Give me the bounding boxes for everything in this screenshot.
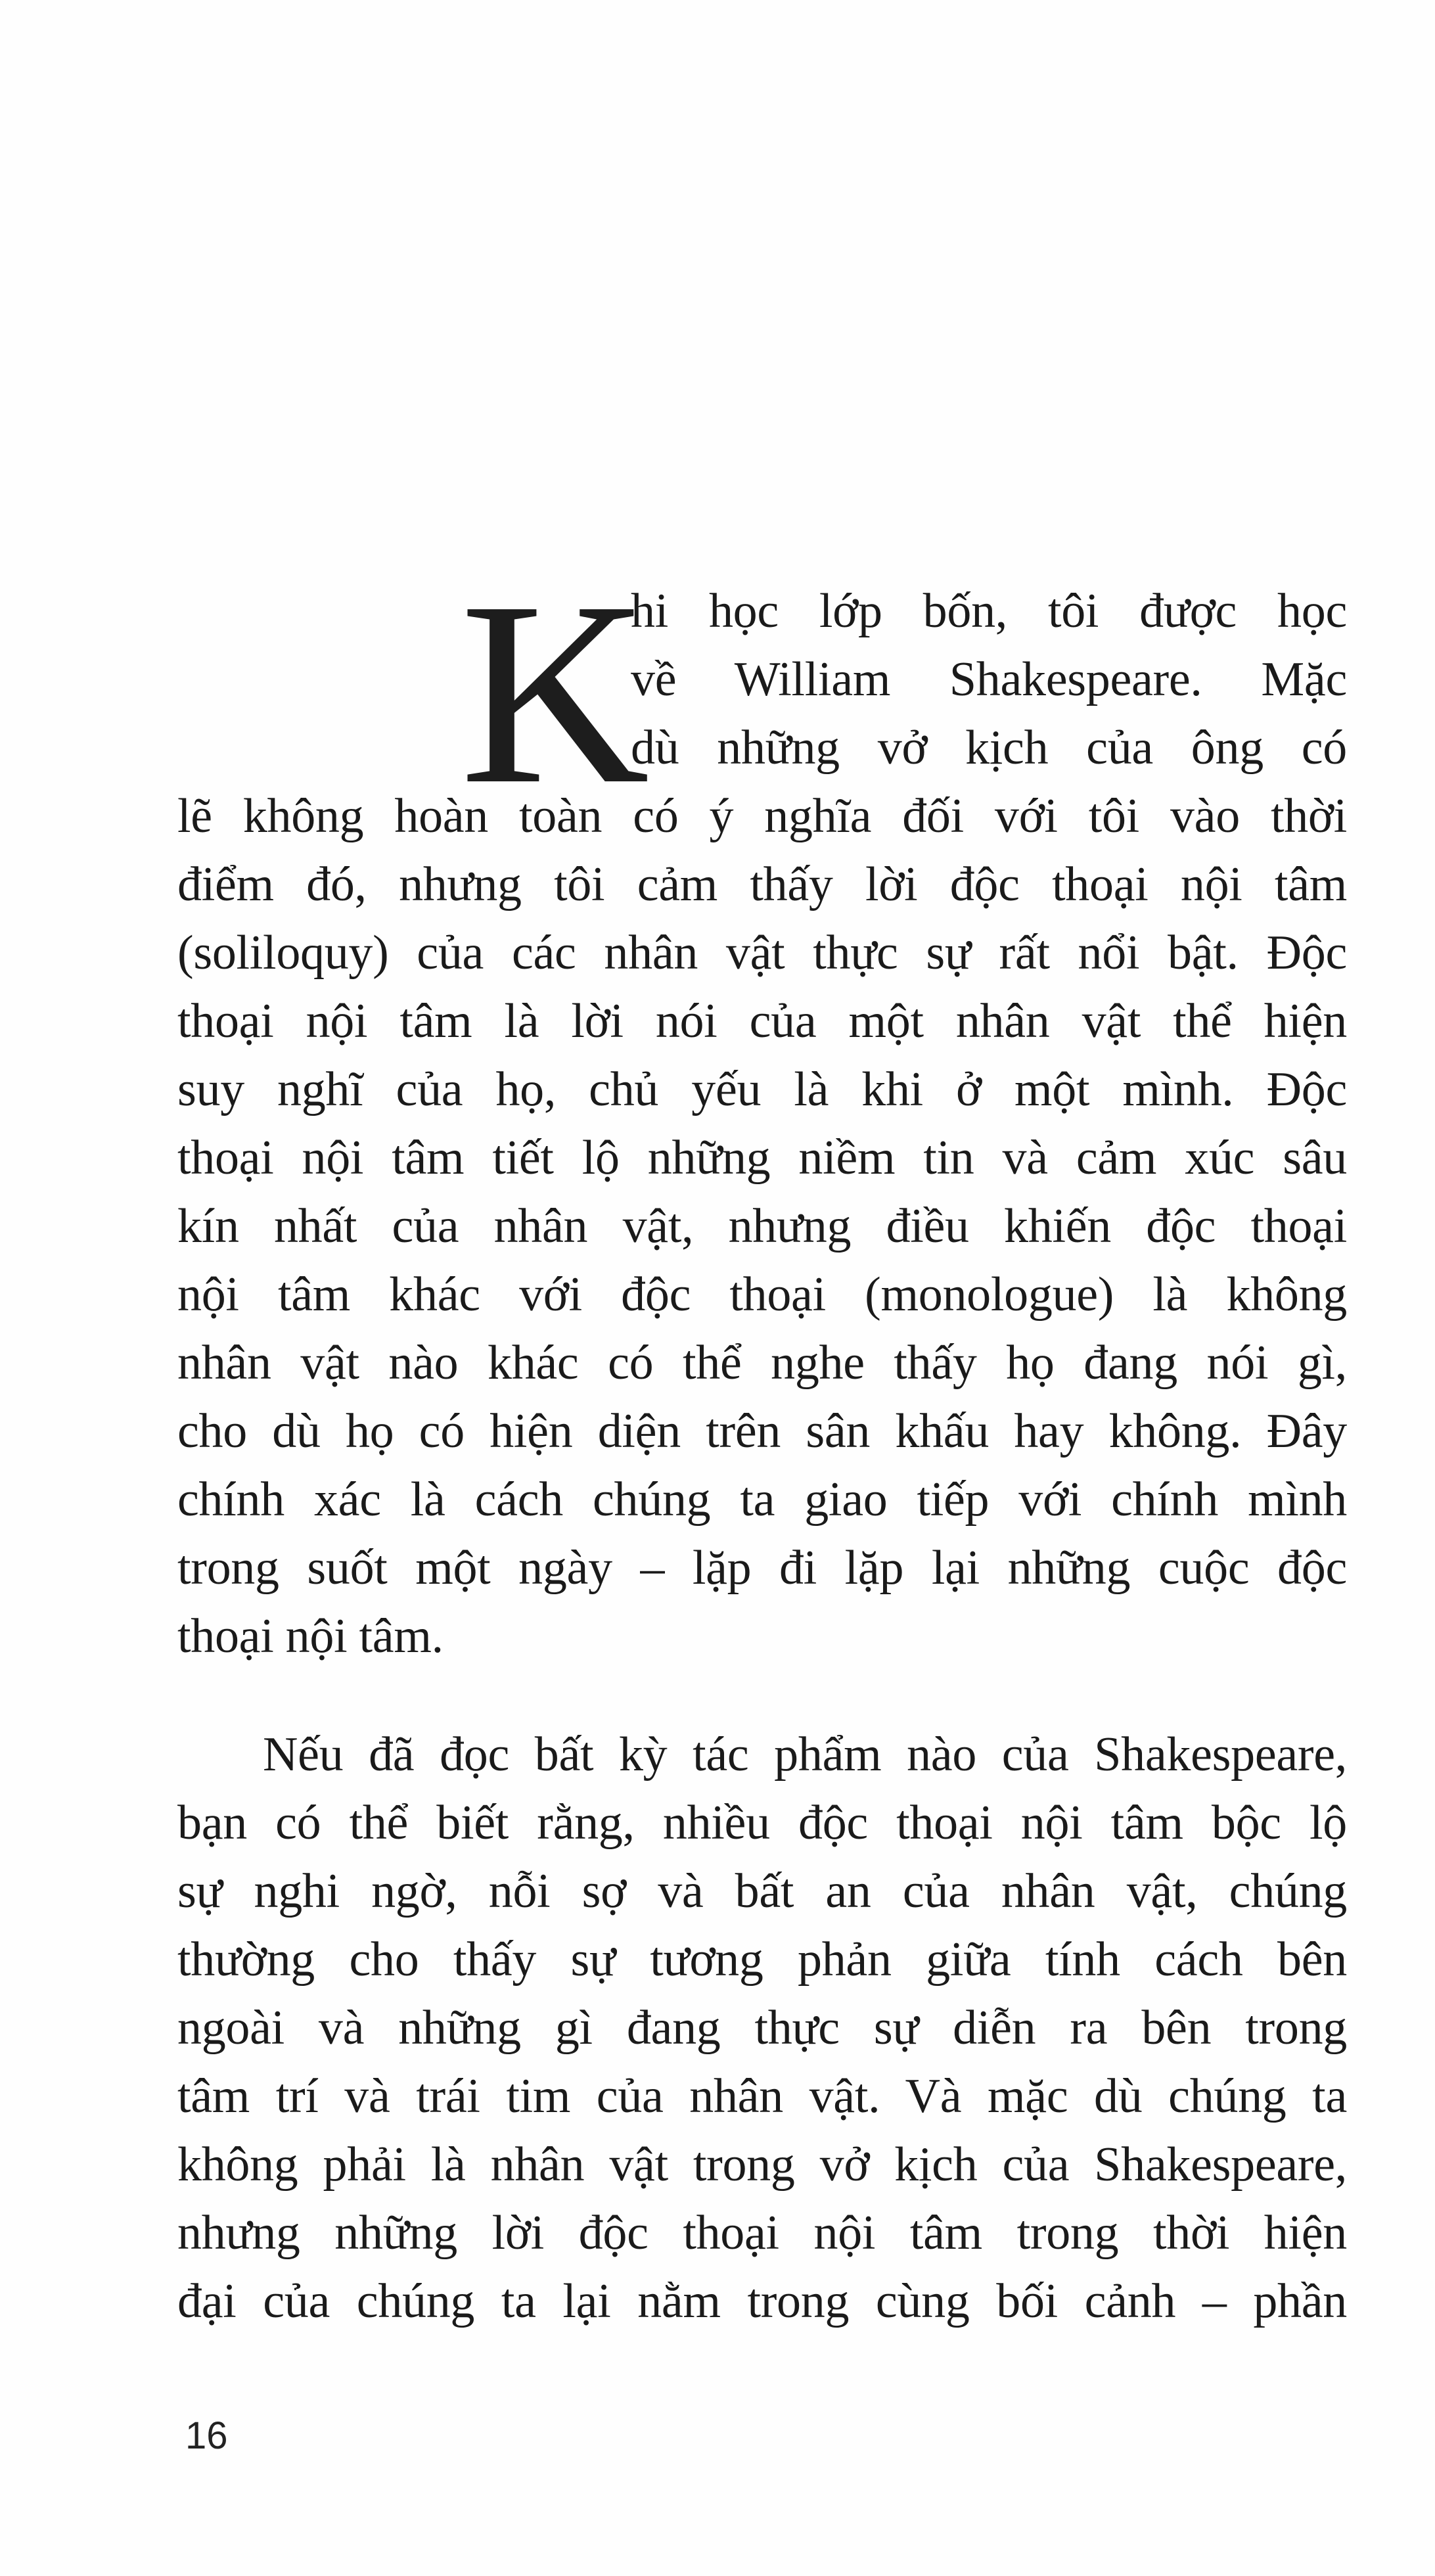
- paragraph-2: [177, 1720, 1347, 2335]
- text-line: chính xác là cách chúng ta giao tiếp với chính mình: [177, 1473, 1347, 1527]
- text-line: sự nghi ngờ, nỗi sợ và bất an của nhân vật, chúng: [177, 1864, 1347, 1918]
- text-line: lẽ không hoàn toàn có ý nghĩa đối với tôi vào thời: [177, 789, 1347, 843]
- text-line: dù những vở kịch của ông có: [631, 721, 1347, 775]
- text-line: thoại nội tâm là lời nói của một nhân vật thể hiện: [177, 994, 1347, 1048]
- text-line: nội tâm khác với độc thoại (monologue) là không: [177, 1268, 1347, 1322]
- text-line: thoại nội tâm.: [177, 1609, 444, 1663]
- text-line: bạn có thể biết rằng, nhiều độc thoại nội tâm bộc lộ: [177, 1796, 1347, 1850]
- text-line: điểm đó, nhưng tôi cảm thấy lời độc thoại nội tâm: [177, 858, 1347, 911]
- text-line: (soliloquy) của các nhân vật thực sự rất nổi bật. Độc: [177, 926, 1347, 980]
- drop-cap-letter: K: [460, 547, 650, 839]
- text-line: cho dù họ có hiện diện trên sân khấu hay không. Đây: [177, 1404, 1347, 1458]
- text-line: tâm trí và trái tim của nhân vật. Và mặc dù chúng ta: [177, 2069, 1347, 2123]
- text-line: không phải là nhân vật trong vở kịch của Shakespeare,: [177, 2138, 1347, 2192]
- page-number: 16: [185, 2414, 228, 2457]
- text-line: hi học lớp bốn, tôi được học: [631, 584, 1347, 638]
- text-line: trong suốt một ngày – lặp đi lặp lại những cuộc độc: [177, 1541, 1347, 1595]
- text-line: suy nghĩ của họ, chủ yếu là khi ở một mình. Độc: [177, 1063, 1347, 1116]
- text-line: nhân vật nào khác có thể nghe thấy họ đang nói gì,: [177, 1336, 1347, 1390]
- text-line: kín nhất của nhân vật, nhưng điều khiến độc thoại: [177, 1199, 1347, 1253]
- text-line: đại của chúng ta lại nằm trong cùng bối cảnh – phần: [177, 2274, 1347, 2328]
- paragraph-1: [177, 547, 1347, 1670]
- text-line: thoại nội tâm tiết lộ những niềm tin và cảm xúc sâu: [177, 1131, 1347, 1185]
- text-line: thường cho thấy sự tương phản giữa tính cách bên: [177, 1933, 1347, 1987]
- text-line: nhưng những lời độc thoại nội tâm trong thời hiện: [177, 2206, 1347, 2260]
- text-line: về William Shakespeare. Mặc: [631, 653, 1347, 706]
- text-line: Nếu đã đọc bất kỳ tác phẩm nào của Shakespeare,: [263, 1728, 1347, 1782]
- text-line: ngoài và những gì đang thực sự diễn ra bên trong: [177, 2001, 1347, 2055]
